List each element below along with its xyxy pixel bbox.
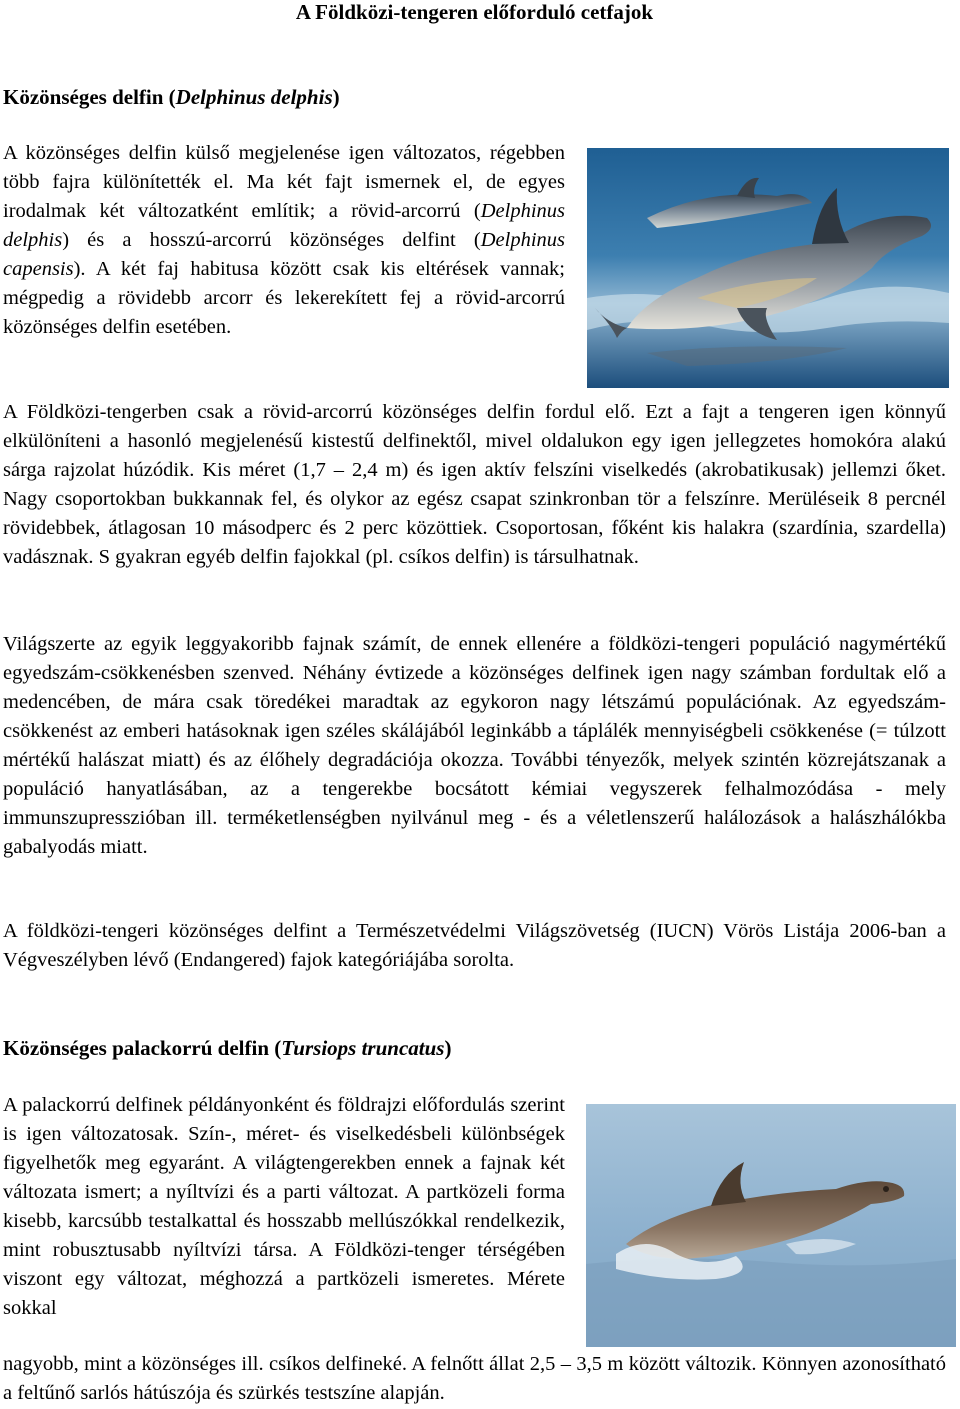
- paragraph-bottlenose-size: nagyobb, mint a közönséges ill. csíkos delfineké. A felnőtt állat 2,5 – 3,5 m között változik. Könnyen azonosítható a feltűnő sarlós hátúszója és szürkés testszíne alapján.: [3, 1353, 946, 1404]
- paragraph-common-dolphin-decline: Világszerte az egyik leggyakoribb fajnak számít, de ennek ellenére a földközi-tengeri populáció nagymértékű egyedszám-csökkenésben szenved. Néhány évtizede a közönséges delfinek igen nagy számban fordultak elő a medencében, de mára csak töredékei maradtak az egykoron nagy létszámú populációnak. Az egyedszám-csökkenést az emberi hatásoknak igen széles skálájából leginkább a táplálék mennyiségbeli csökkenése (= túlzott mértékű halászat miatt) és az élőhely degradációja okozza. További tényezők, melyek szintén közrejátszanak a populáció hanyatlásában, az a tengerekbe bocsátott kémiai vegyszerek felhalmozódása - mely immunszupresszióban ill. terméketlenségben nyilvánul meg - és a véletlenszerű halálozások a halászhálókba gabalyodás miatt.: [3, 633, 946, 858]
- common-dolphin-photo: [587, 148, 949, 388]
- paragraph-common-dolphin-mediterranean: A Földközi-tengerben csak a rövid-arcorrú közönséges delfin fordul elő. Ezt a fajt a tengeren igen könnyű elkülöníteni a hasonló megjelenésű kistestű delfinektől, mivel oldalukon egy igen jellegzetes homokóra alakú sárga rajzolat húzódik. Kis méret (1,7 – 2,4 m) és igen aktív felszíni viselkedés (akrobatikusak) jellemzi őket. Nagy csoportokban bukkannak fel, és olykor az egész csapat szinkronban tör a felszínre. Merüléseik 8 percnél rövidebbek, átlagosan 10 másodperc és 2 perc közöttiek. Csoportosan, főként kis halakra (szardínia, szardella) vadásznak. S gyakran egyéb delfin fajokkal (pl. csíkos delfin) is társulhatnak.: [3, 401, 946, 568]
- latin-name: Delphinus capensis: [3, 229, 565, 280]
- paragraph-bottlenose-intro: A palackorrú delfinek példányonként és földrajzi előfordulás szerint is igen változatosak. Szín-, méret- és viselkedésbeli különbségek figyelhetők meg egyaránt. A világtengerekben ennek a fajnak két változata ismert; a nyíltvízi és a parti változat. A partközeli forma kisebb, karcsúbb testalkattal és hosszabb mellúszókkal rendelkezik, mint robusztusabb nyíltvízi társa. A Földközi-tenger térségében viszont egy változat, méghozzá a partközeli ismeretes. Mérete sokkal: [3, 1094, 565, 1319]
- text-run: A közönséges delfin külső megjelenése igen változatos, régebben több fajra különítették el. Ma két fajt ismernek el, de egyes irodalmak két változatként említik; a rövid-arcorrú (: [3, 142, 565, 222]
- text-run: ). A két faj habitusa között csak kis eltérések vannak; mégpedig a rövidebb arcorr és lekerekített fej a rövid-arcorrú közönséges delfin esetében.: [3, 258, 565, 338]
- bottlenose-dolphin-photo: [586, 1104, 956, 1347]
- paragraph-common-dolphin-iucn: A földközi-tengeri közönséges delfint a Természetvédelmi Világszövetség (IUCN) Vörös Listája 2006-ban a Végveszélyben lévő (Endangered) fajok kategóriájába sorolta.: [3, 920, 946, 971]
- paragraph-common-dolphin-intro: [3, 139, 565, 342]
- latin-name: Delphinus delphis: [3, 200, 565, 251]
- page-title: A Földközi-tengeren előforduló cetfajok: [295, 0, 654, 24]
- section-heading-common-dolphin: Közönséges delfin (Delphinus delphis): [3, 85, 340, 109]
- section-heading-bottlenose-dolphin: Közönséges palackorrú delfin (Tursiops truncatus): [3, 1036, 452, 1060]
- text-run: ) és a hosszú-arcorrú közönséges delfint (: [62, 229, 481, 251]
